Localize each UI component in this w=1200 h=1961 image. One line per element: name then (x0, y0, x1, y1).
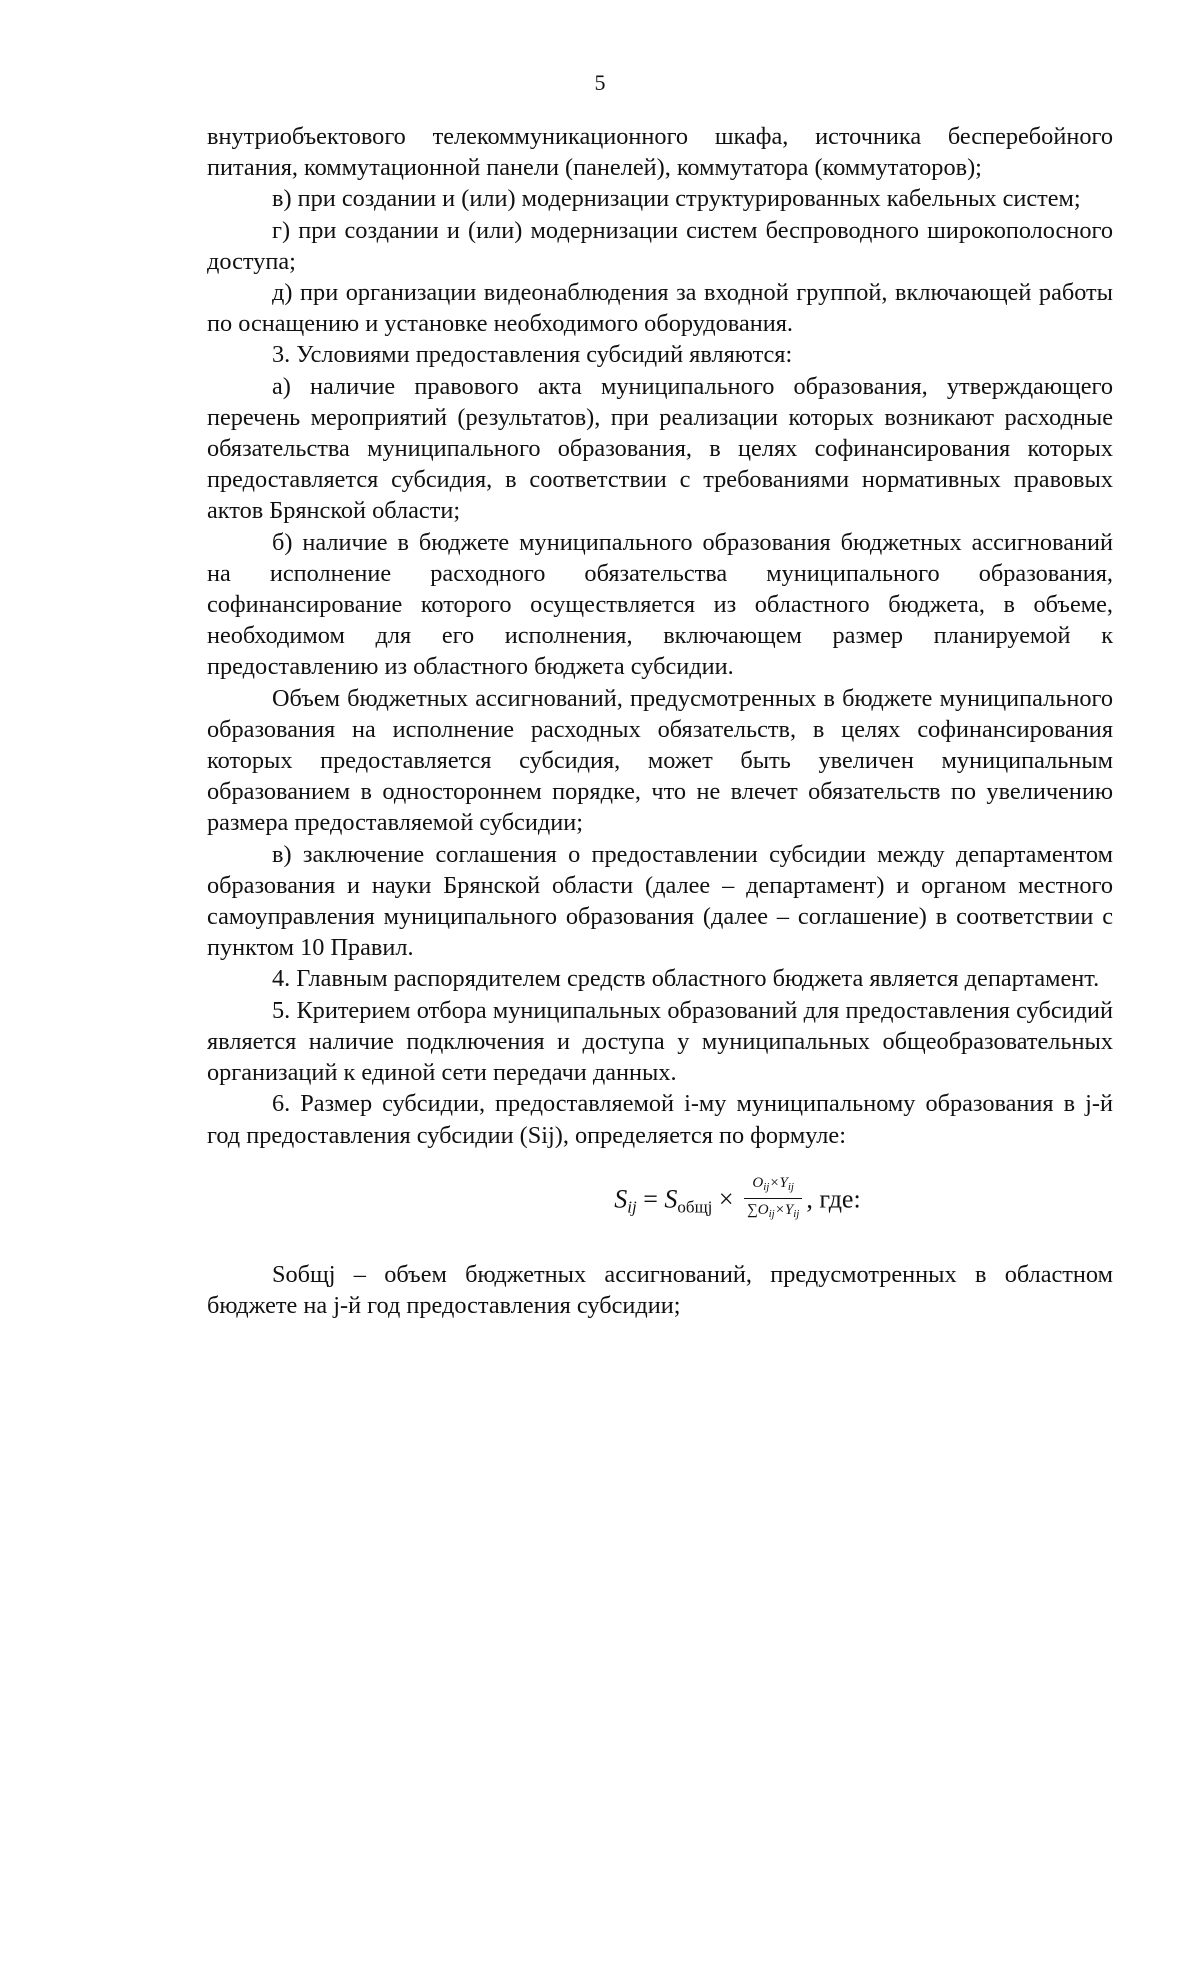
formula-fraction (744, 1174, 802, 1223)
paragraph-section-3: 3. Условиями предоставления субсидий являются: (272, 341, 793, 369)
denominator-o: O (757, 1201, 769, 1218)
formula-total-symbol: S (664, 1184, 678, 1214)
numerator-y: Y (779, 1174, 788, 1191)
numerator-times: × (769, 1174, 780, 1191)
paragraph-item-v-agreement: в) заключение соглашения о предоставлении субсидии между департаментом образования и науки Брянской области (далее – департамент) и органом местного самоуправления муниципального образования (далее – соглашение) в соответствии с пунктом 10 Правил. (207, 840, 1113, 962)
formula-suffix: , где: (806, 1184, 861, 1214)
formula-total-sub: общj (677, 1197, 713, 1217)
numerator-y-sub: ij (787, 1180, 794, 1193)
paragraph-continuation: внутриобъектового телекоммуникационного шкафа, источника бесперебойного питания, коммутационной панели (панелей), коммутатора (коммутаторов); (207, 123, 1113, 182)
document-body (207, 121, 1113, 1322)
paragraph-budget-volume: Объем бюджетных ассигнований, предусмотренных в бюджете муниципального образования на исполнение расходных обязательств, в целях софинансирования которых предоставляется субсидия, может быть увеличен муниципальным образованием в одностороннем порядке, что не влечет обязательств по увеличению размера предоставляемой субсидии; (207, 684, 1113, 837)
paragraph-item-v-cabling: в) при создании и (или) модернизации структурированных кабельных систем; (272, 185, 1081, 213)
formula-times: × (718, 1184, 734, 1214)
page-number: 5 (594, 70, 606, 95)
paragraph-item-g-wireless: г) при создании и (или) модернизации систем беспроводного широкополосного доступа; (207, 216, 1113, 275)
numerator-o: O (752, 1174, 764, 1191)
denominator-y: Y (784, 1201, 794, 1218)
denominator-sum: ∑ (747, 1201, 758, 1218)
formula-equals: = (643, 1184, 658, 1214)
paragraph-section-6: 6. Размер субсидии, предоставляемой i-му муниципальному образования в j-й год предоставления субсидии (Sij), определяется по формуле: (207, 1090, 1113, 1149)
formula-lhs-sub: ij (627, 1197, 637, 1217)
subsidy-formula (207, 1174, 1113, 1227)
paragraph-section-5: 5. Критерием отбора муниципальных образований для предоставления субсидий является наличие подключения и доступа у муниципальных общеобразовательных организаций к единой сети передачи данных. (207, 996, 1113, 1087)
formula-denominator (744, 1199, 802, 1223)
paragraph-section-4: 4. Главным распорядителем средств областного бюджета является департамент. (272, 965, 1100, 993)
paragraph-item-d-video: д) при организации видеонаблюдения за входной группой, включающей работы по оснащению и установке необходимого оборудования. (207, 279, 1113, 338)
formula-numerator (744, 1174, 802, 1199)
denominator-o-sub: ij (768, 1207, 775, 1220)
paragraph-s-total-definition: Sобщj – объем бюджетных ассигнований, предусмотренных в областном бюджете на j-й год предоставления субсидии; (207, 1261, 1113, 1320)
denominator-times: × (774, 1201, 785, 1218)
formula-lhs-symbol: S (614, 1184, 628, 1214)
numerator-o-sub: ij (763, 1180, 770, 1193)
paragraph-item-a-legal-act: а) наличие правового акта муниципального образования, утверждающего перечень мероприятий (результатов), при реализации которых возникают расходные обязательства муниципального образования, в целях софинансирования которых предоставляется субсидия, в соответствии с требованиями нормативных правовых актов Брянской области; (207, 372, 1113, 525)
paragraph-item-b-budget: б) наличие в бюджете муниципального образования бюджетных ассигнований на исполнение расходного обязательства муниципального образования, софинансирование которого осуществляется из областного бюджета, в объеме, необходимом для его исполнения, включающем размер планируемой к предоставлению из областного бюджета субсидии. (207, 528, 1113, 681)
denominator-y-sub: ij (793, 1207, 800, 1220)
